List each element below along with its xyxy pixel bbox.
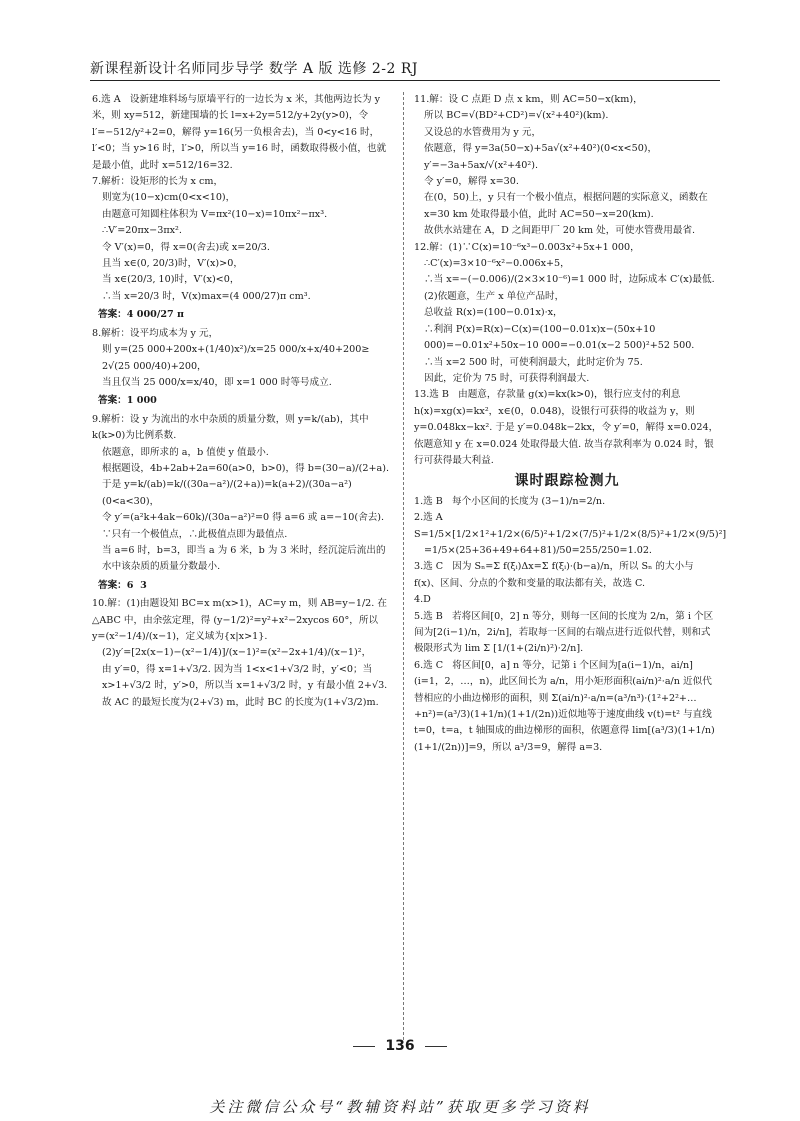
solution-11-line: 又设总的水管费用为 y 元，	[424, 126, 542, 138]
page-number-text: 136	[385, 1038, 415, 1054]
solution-11-line: 所以 BC=√(BD²+CD²)=√(x²+40²)(km).	[424, 110, 609, 122]
solution-7-line: ∴V′=20πx−3πx².	[102, 225, 182, 237]
solution-9-intro: 9.解析：设 y 为流出的水中杂质的质量分数，则 y=k/(ab)，其中 k(k>0)为比例系数.	[92, 413, 372, 442]
solution-7-line: 令 V′(x)=0，得 x=0(舍去)或 x=20/3.	[102, 241, 270, 253]
page-number-dash-left	[353, 1046, 375, 1047]
solution-7-line: 当 x∈(20/3, 10)时，V′(x)<0，	[102, 274, 240, 286]
solution-9-line: 当 a=6 时，b=3，即当 a 为 6 米，b 为 3 米时，经沉淀后流出的水中该杂质的质量分数最小.	[102, 544, 386, 573]
solution-11-intro: 11.解：设 C 点距 D 点 x km，则 AC=50−x(km)，	[414, 94, 643, 105]
solution-7-line: 且当 x∈(0, 20/3)时，V′(x)>0，	[102, 258, 243, 270]
left-column	[92, 92, 392, 711]
answer-7: 答案：4 000/27 π	[98, 309, 185, 321]
solution-9-line: 依题意，即所求的 a，b 值使 y 值最小.	[102, 446, 269, 458]
page-number-dash-right	[425, 1046, 447, 1047]
solution-7-intro: 7.解析：设矩形的长为 x cm，	[92, 176, 224, 188]
solution-6: 6.选 A 设新建堆料场与原墙平行的一边长为 x 米，其他两边长为 y 米，则 xy=512，新建围墙的长 l=x+2y=512/y+2y(y>0)，令 l′=−512/y²+2=0，解得 y=16(另一负根舍去)，当 0<y<16 时，l′<0；当 y>16 时，l′>0，所以当 y=16 时，函数取得极小值，也就是最小值，此时 x=512/16=32.	[92, 94, 387, 171]
solution-12-line: ∴当 x=2 500 时，可使利润最大，此时定价为 75.	[424, 356, 643, 368]
solution-10-line: 故 AC 的最短长度为(2+√3) m，此时 BC 的长度为(1+√3/2)m.	[102, 696, 379, 708]
solution-8-intro: 8.解析：设平均成本为 y 元，	[92, 327, 219, 339]
solution-12-line: ∴C′(x)=3×10⁻⁶x²−0.006x+5，	[424, 258, 570, 270]
exercise-2: 2.选 A S=1/5×[1/2×1²+1/2×(6/5)²+1/2×(7/5)²+1/2×(8/5)²+1/2×(9/5)²]	[414, 512, 727, 540]
exercise-6: 6.选 C 将区间[0，a] n 等分，记第 i 个区间为[a(i−1)/n，ai/n](i=1，2，…，n)，此区间长为 a/n，用小矩形面积(ai/n)²·a/n 近似代替相应的小曲边梯形的面积，则 Σ(ai/n)²·a/n=(a³/n³)·(1²+2²+…+n²)=(a³/3)(1+1/n)(1+1/(2n))近似地等于速度曲线 v(t)=t² 与直线 t=0，t=a，t 轴围成的曲边梯形的面积，依题意得 lim[(a³/3)(1+1/n)(1+1/(2n))]=9，所以 a³/3=9，解得 a=3.	[414, 659, 715, 753]
answer-9: 答案：6 3	[98, 579, 147, 591]
solution-9-line: 根据题设，4b+2ab+2a=60(a>0，b>0)，得 b=(30−a)/(2+a).	[102, 462, 390, 474]
exercise-4: 4.D	[414, 594, 431, 606]
answer-8: 答案：1 000	[98, 395, 157, 407]
page-header: 新课程新设计名师同步导学 数学 A 版 选修 2-2 RJ	[90, 61, 419, 77]
exercise-2-result: =1/5×(25+36+49+64+81)/50=255/250=1.02.	[424, 544, 652, 556]
solution-7-line: 则宽为(10−x)cm(0<x<10)，	[102, 192, 236, 204]
solution-11-line: 令 y′=0，解得 x=30.	[424, 176, 519, 188]
solution-9-line: ∵只有一个极值点，∴此极值点即为最值点.	[102, 528, 288, 540]
header-rule	[90, 80, 720, 81]
footer-note: 关注微信公众号“教辅资料站”获取更多学习资料	[209, 1098, 591, 1116]
exercise-1: 1.选 B 每个小区间的长度为 (3−1)/n=2/n.	[414, 495, 606, 507]
solution-12-line: 因此，定价为 75 时，可获得利润最大.	[424, 372, 590, 384]
solution-7-line: 由题意可知圆柱体积为 V=πx²(10−x)=10πx²−πx³.	[102, 208, 328, 220]
exercise-5: 5.选 B 若将区间[0，2] n 等分，则每一区间的长度为 2/n，第 i 个区间为[2(i−1)/n，2i/n]，若取每一区间的右端点进行近似代替，则和式极限形式为 lim Σ [1/(1+(2i/n)²)·2/n].	[414, 610, 714, 655]
solution-8-line: 当且仅当 25 000/x=x/40，即 x=1 000 时等号成立.	[102, 376, 332, 388]
solution-10-line: (2)y′=[2x(x−1)−(x²−1/4)]/(x−1)²=(x²−2x+1/4)/(x−1)²，	[102, 647, 372, 659]
solution-7-line: ∴当 x=20/3 时，V(x)max=(4 000/27)π cm³.	[102, 290, 311, 302]
solution-12-line: 总收益 R(x)=(100−0.01x)·x，	[424, 307, 563, 319]
solution-10-part1: 10.解：(1)由题设知 BC=x m(x>1)，AC=y m，则 AB=y−1/2. 在△ABC 中，由余弦定理，得 (y−1/2)²=y²+x²−2xycos 60°，所以 y=(x²−1/4)/(x−1)，定义域为{x|x>1}.	[92, 598, 387, 642]
solution-10-line: 由 y′=0，得 x=1+√3/2. 因为当 1<x<1+√3/2 时，y′<0；当 x>1+√3/2 时，y′>0，所以当 x=1+√3/2 时，y 有最小值 2+√3.	[102, 663, 388, 692]
solution-11-line: 依题意，得 y=3a(50−x)+5a√(x²+40²)(0<x<50)，	[424, 143, 658, 155]
solution-9-line: 令 y′=(a²k+4ak−60k)/(30a−a²)²=0 得 a=6 或 a=−10(舍去).	[102, 512, 385, 524]
solution-12-line: ∴当 x=−(−0.006)/(2×3×10⁻⁶)=1 000 时，边际成本 C′(x)最低.	[424, 274, 715, 286]
section-title: 课时跟踪检测九	[514, 473, 620, 490]
solution-11-line: 故供水站建在 A，D 之间距甲厂 20 km 处，可使水管费用最省.	[424, 225, 696, 237]
solution-11-line: 在(0，50)上，y 只有一个极小值点，根据问题的实际意义，函数在 x=30 km 处取得最小值，此时 AC=50−x=20(km).	[424, 192, 711, 220]
solution-8-line: 则 y=(25 000+200x+(1/40)x²)/x=25 000/x+x/40+200≥	[102, 344, 370, 356]
solution-12-line: ∴利润 P(x)=R(x)−C(x)=(100−0.01x)x−(50x+10 000)=−0.01x²+50x−10 000=−0.01(x−2 500)²+52 500.	[424, 323, 695, 352]
solution-12-intro: 12.解：(1)∵C(x)=10⁻⁶x³−0.003x²+5x+1 000，	[414, 241, 640, 253]
solution-8-line: 2√(25 000/40)+200，	[102, 360, 207, 372]
right-column	[414, 92, 727, 756]
exercise-3: 3.选 C 因为 Sₙ=Σ f(ξᵢ)Δx=Σ f(ξᵢ)·(b−a)/n，所以 Sₙ 的大小与 f(x)、区间、分点的个数和变量的取法都有关，故选 C.	[414, 561, 697, 589]
page-number	[0, 1038, 800, 1054]
column-divider	[403, 92, 404, 1040]
solution-9-line: 于是 y=k/(ab)=k/((30a−a²)/(2+a))=k(a+2)/(30a−a²)(0<a<30)，	[102, 479, 352, 507]
solution-13: 13.选 B 由题意，存款量 g(x)=kx(k>0)，银行应支付的利息 h(x)=xg(x)=kx²，x∈(0，0.048)，设银行可获得的收益为 y，则 y=0.048kx−kx². 于是 y′=0.048k−2kx，令 y′=0，解得 x=0.024，依题意知 y 在 x=0.024 处取得最大值. 故当存款利率为 0.024 时，银行可获得最大利益.	[414, 389, 719, 466]
solution-11-line: y′=−3a+5ax/√(x²+40²).	[424, 159, 539, 171]
solution-12-line: (2)依题意，生产 x 单位产品时，	[424, 290, 565, 302]
